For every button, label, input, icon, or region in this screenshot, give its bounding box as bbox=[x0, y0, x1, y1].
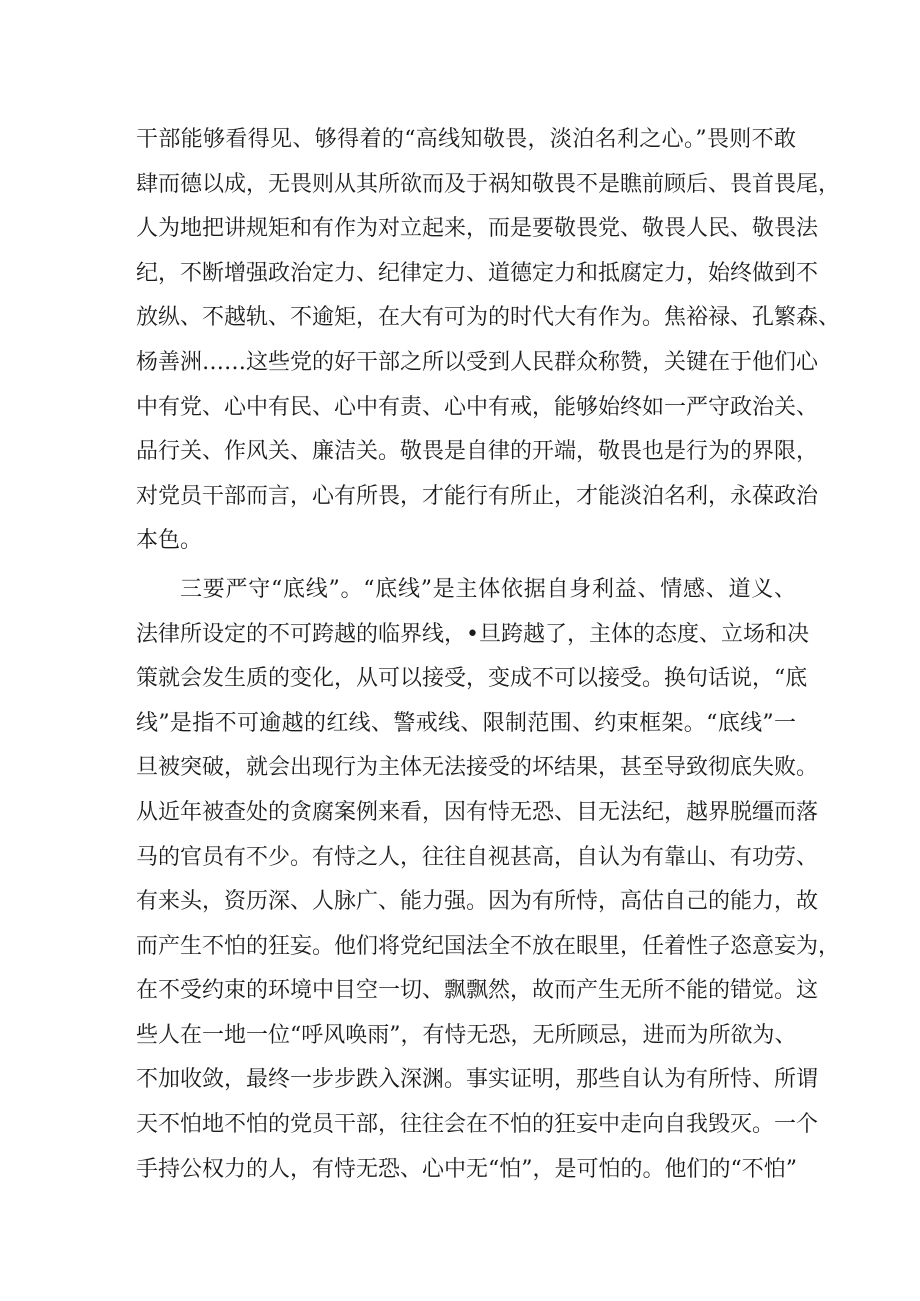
text-line: 对党员干部而言，心有所畏，才能行有所止，才能淡泊名利，永葆政治 bbox=[136, 483, 819, 509]
text-line: 干部能够看得见、够得着的“高线知敬畏，淡泊名利之心。”畏则不敢 bbox=[136, 127, 796, 152]
text-line: 人为地把讲规矩和有作为对立起来，而是要敬畏党、敬畏人民、敬畏法 bbox=[136, 216, 819, 242]
text-line: 品行关、作风关、廉洁关。敬畏是自律的开端，敬畏也是行为的界限， bbox=[136, 439, 819, 465]
text-line: 在不受约束的环境中目空一切、飘飘然，故而产生无所不能的错觉。这 bbox=[136, 978, 819, 1004]
text-line: 三要严守“底线”。“底线”是主体依据自身利益、情感、道义、 bbox=[180, 576, 796, 602]
text-line: 放纵、不越轨、不逾矩，在大有可为的时代大有作为。焦裕禄、孔繁森、 bbox=[136, 305, 841, 331]
text-line: 马的官员有不少。有恃之人，往往自视甚高，自认为有靠山、有功劳、 bbox=[136, 844, 819, 870]
paragraph-2 bbox=[136, 568, 841, 1192]
text-line: 杨善洲……这些党的好干部之所以受到人民群众称赞，关键在于他们心 bbox=[136, 349, 819, 375]
text-line: 法律所设定的不可跨越的临界线，•旦跨越了，主体的态度、立场和决 bbox=[136, 621, 809, 647]
text-line: 旦被突破，就会出现行为主体无法接受的坏结果，甚至导致彻底失败。 bbox=[136, 755, 819, 781]
text-line: 策就会发生质的变化，从可以接受，变成不可以接受。换句话说，“底 bbox=[136, 666, 808, 692]
paragraph-1 bbox=[136, 118, 841, 564]
text-line: 些人在一地一位“呼风唤雨”，有恃无恐，无所顾忌，进而为所欲为、 bbox=[136, 1022, 797, 1048]
body-text bbox=[136, 118, 841, 1192]
text-line: 纪，不断增强政治定力、纪律定力、道德定力和抵腐定力，始终做到不 bbox=[136, 260, 819, 286]
text-line: 肆而德以成，无畏则从其所欲而及于祸知敬畏不是瞧前顾后、畏首畏尾， bbox=[136, 171, 841, 197]
text-line: 不加收敛，最终一步步跌入深渊。事实证明，那些自认为有所恃、所谓 bbox=[136, 1067, 819, 1093]
text-line: 手持公权力的人，有恃无恐、心中无“怕”，是可怕的。他们的“不怕” bbox=[136, 1156, 797, 1182]
text-line: 中有党、心中有民、心中有责、心中有戒，能够始终如一严守政治关、 bbox=[136, 394, 819, 420]
text-line: 线”是指不可逾越的红线、警戒线、限制范围、约束框架。“底线”一 bbox=[136, 710, 796, 736]
text-line: 天不怕地不怕的党员干部，往往会在不怕的狂妄中走向自我毁灭。一个 bbox=[136, 1112, 819, 1138]
text-line: 本色。 bbox=[136, 528, 203, 554]
text-line: 而产生不怕的狂妄。他们将党纪国法全不放在眼里，任着性子恣意妄为， bbox=[136, 933, 841, 959]
text-line: 从近年被查处的贪腐案例来看，因有恃无恐、目无法纪，越界脱缰而落 bbox=[136, 799, 819, 825]
text-line: 有来头，资历深、人脉广、能力强。因为有所恃，高估自己的能力，故 bbox=[136, 889, 819, 915]
